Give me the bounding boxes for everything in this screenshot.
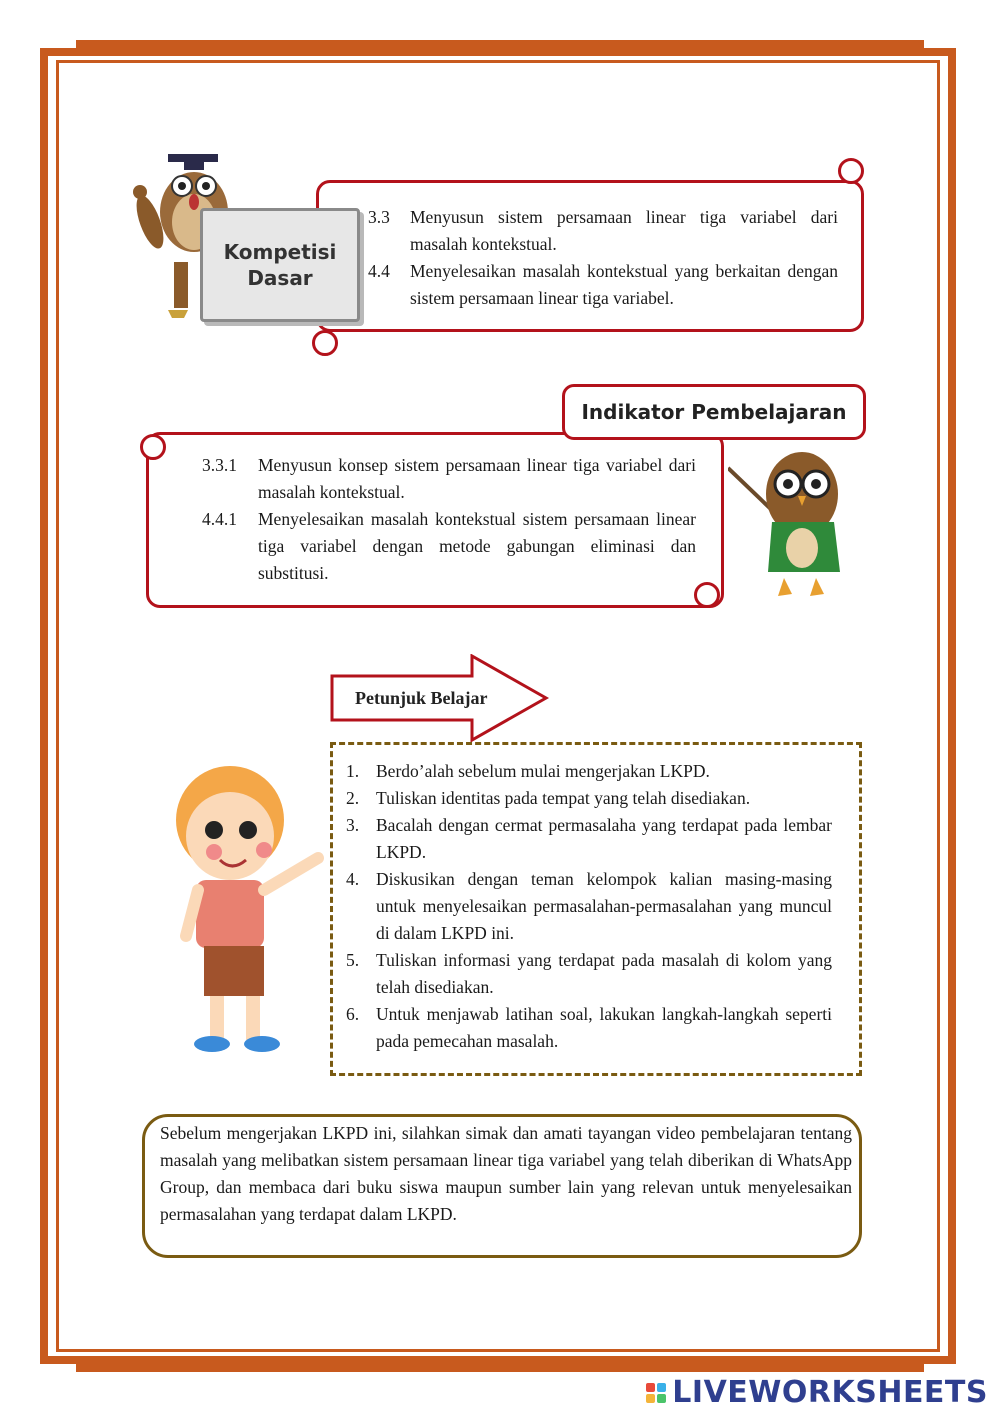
instruction-item <box>346 947 832 1001</box>
indicator-scroll-curl-bottom <box>694 582 720 608</box>
competency-book <box>200 208 360 322</box>
instruction-item <box>346 812 832 866</box>
indicator-item <box>202 452 696 506</box>
instruction-item-text: Berdo’alah sebelum mulai mengerjakan LKPD. <box>376 761 710 781</box>
competency-item-text: Menyelesaikan masalah kontekstual yang berkaitan dengan sistem persamaan linear tiga variabel. <box>410 261 838 308</box>
instruction-item <box>346 785 832 812</box>
competency-item-number: 3.3 <box>368 207 390 227</box>
indicator-item-number: 3.3.1 <box>202 455 237 475</box>
instruction-item-text: Tuliskan identitas pada tempat yang telah disediakan. <box>376 788 751 808</box>
instruction-item <box>346 758 832 785</box>
indicator-item-text: Menyelesaikan masalah kontekstual sistem persamaan linear tiga variabel dengan metode gabungan eliminasi dan substitusi. <box>258 509 696 583</box>
indicator-item <box>202 506 696 587</box>
page-frame-top-bar <box>76 40 924 48</box>
liveworksheets-logo-icon <box>646 1383 666 1403</box>
instruction-item-text: Untuk menjawab latihan soal, lakukan langkah-langkah seperti pada pemecahan masalah. <box>376 1004 832 1051</box>
instruction-item-number: 6. <box>346 1004 360 1024</box>
instruction-item <box>346 866 832 947</box>
liveworksheets-watermark <box>646 1375 988 1410</box>
instruction-item-number: 1. <box>346 761 360 781</box>
page-frame-bottom-bar <box>76 1364 924 1372</box>
instructions-list <box>346 758 832 1055</box>
competency-book-label-1: Kompetisi <box>223 240 337 264</box>
competency-list <box>368 204 838 312</box>
watermark-text: LIVEWORKSHEETS <box>672 1375 988 1410</box>
competency-item-number: 4.4 <box>368 261 390 281</box>
instruction-item-number: 3. <box>346 815 360 835</box>
competency-scroll-curl-bottom <box>312 330 338 356</box>
competency-book-label-2: Dasar <box>247 266 313 290</box>
instruction-item-number: 5. <box>346 950 360 970</box>
instruction-item-number: 4. <box>346 869 360 889</box>
boy-pointing-icon <box>168 740 328 1058</box>
indicator-scroll-curl-top <box>140 434 166 460</box>
owl-teacher-icon <box>728 444 852 604</box>
competency-item <box>368 258 838 312</box>
indicator-title: Indikator Pembelajaran <box>562 384 866 440</box>
indicator-item-number: 4.4.1 <box>202 509 237 529</box>
instruction-item-text: Diskusikan dengan teman kelompok kalian masing-masing untuk menyelesaikan permasalahan-permasalahan yang muncul di dalam LKPD ini. <box>376 869 832 943</box>
competency-scroll-curl-top <box>838 158 864 184</box>
competency-item <box>368 204 838 258</box>
instruction-item-text: Tuliskan informasi yang terdapat pada masalah di kolom yang telah disediakan. <box>376 950 832 997</box>
instruction-item-number: 2. <box>346 788 360 808</box>
competency-item-text: Menyusun sistem persamaan linear tiga variabel dari masalah kontekstual. <box>410 207 838 254</box>
indicator-list <box>202 452 696 587</box>
instructions-title: Petunjuk Belajar <box>355 688 488 708</box>
note-text: Sebelum mengerjakan LKPD ini, silahkan simak dan amati tayangan video pembelajaran tentang masalah yang melibatkan sistem persamaan linear tiga variabel yang telah diberikan di WhatsApp Group, dan membaca dari buku siswa maupun sumber lain yang relevan untuk menyelesaikan permasalahan yang terdapat dalam LKPD. <box>160 1123 852 1224</box>
instruction-item <box>346 1001 832 1055</box>
indicator-item-text: Menyusun konsep sistem persamaan linear tiga variabel dari masalah kontekstual. <box>258 455 696 502</box>
instruction-item-text: Bacalah dengan cermat permasalaha yang terdapat pada lembar LKPD. <box>376 815 832 862</box>
